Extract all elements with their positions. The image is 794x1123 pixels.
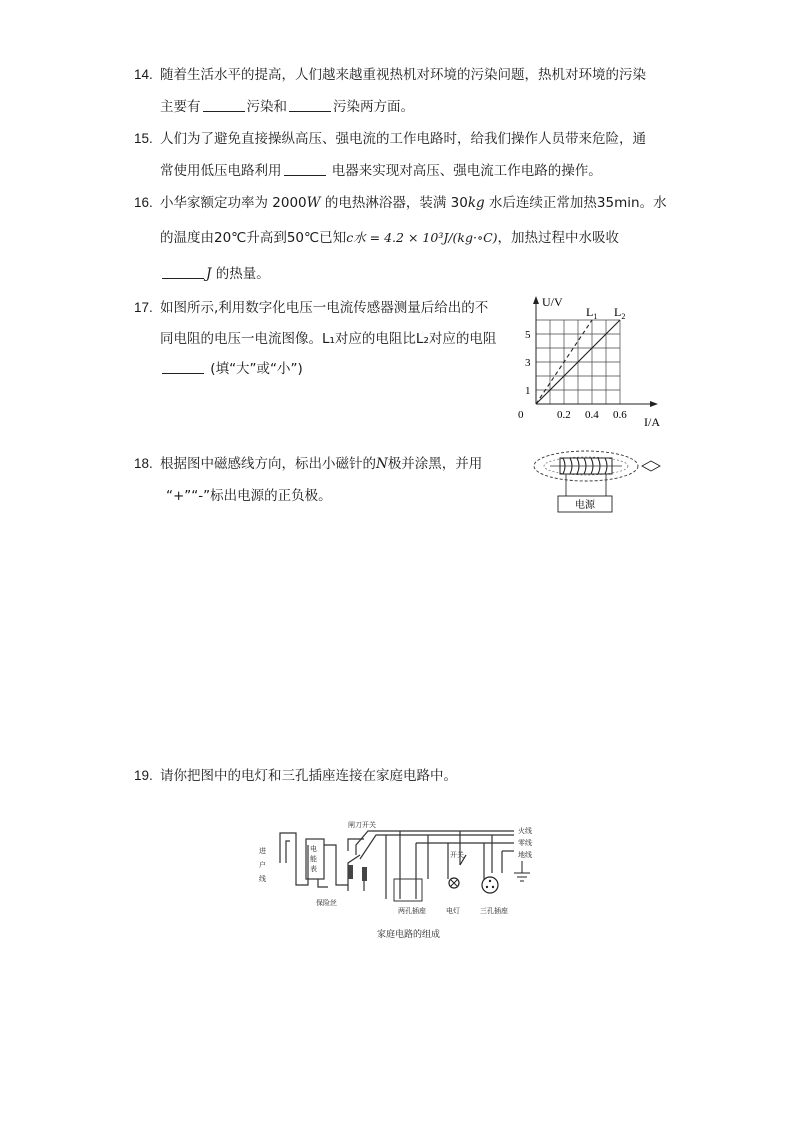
q15-number: 15. bbox=[134, 131, 153, 146]
q15-line1: 人们为了避免直接操纵高压、强电流的工作电路时，给我们操作人员带来危险，通 bbox=[160, 131, 646, 147]
q15-blank-1[interactable] bbox=[284, 161, 326, 176]
label-neutral-wire: 零线 bbox=[518, 839, 532, 847]
q14-blank-1[interactable] bbox=[203, 97, 245, 112]
q15-text-a: 常使用低压电路利用 bbox=[160, 163, 282, 179]
y-tick-label: 1 bbox=[525, 385, 531, 397]
q16-line3 bbox=[160, 264, 270, 284]
q16-text-d: 的温度由20℃升高到50℃已知 bbox=[160, 230, 347, 246]
series-label-l1: $L_1$ bbox=[586, 305, 598, 321]
label-three-hole-socket: 三孔插座 bbox=[480, 907, 508, 915]
q16-text-a: 小华家额定功率为 2000 bbox=[160, 195, 307, 211]
q16-line2 bbox=[160, 228, 619, 248]
q14-text-a: 主要有 bbox=[160, 99, 201, 115]
q14-line1: 随着生活水平的提高，人们越来越重视热机对环境的污染问题，热机对环境的污染 bbox=[160, 67, 646, 83]
power-supply-label: 电源 bbox=[575, 500, 595, 511]
x-axis-arrow bbox=[650, 401, 658, 407]
q14-number: 14. bbox=[134, 67, 153, 82]
x-axis-label: I/A bbox=[644, 415, 660, 429]
x-tick-label: 0.2 bbox=[557, 409, 571, 421]
q17-line2: 同电阻的电压一电流图像。L₁对应的电阻比L₂对应的电阻 bbox=[160, 331, 497, 347]
q16-number: 16. bbox=[134, 195, 153, 210]
label-switch: 开关 bbox=[450, 851, 464, 859]
fuse-1-icon bbox=[362, 867, 367, 881]
q17-blank-1[interactable] bbox=[162, 359, 204, 374]
label-meter-1: 电 bbox=[310, 845, 317, 853]
q18-text-a: 根据图中磁感线方向，标出小磁针的 bbox=[160, 456, 376, 472]
q16-unit-w: W bbox=[306, 195, 321, 211]
x-tick-label: 0.4 bbox=[585, 409, 599, 421]
label-entry-1: 进 bbox=[259, 847, 266, 855]
q14-text-b: 污染和 bbox=[246, 99, 287, 115]
q15-text-b: 电器来实现对高压、强电流工作电路的操作。 bbox=[327, 163, 602, 179]
q18-text-b: 极并涂黑，并用 bbox=[387, 456, 483, 472]
label-main-switch: 闸刀开关 bbox=[348, 821, 376, 829]
q15-line2 bbox=[160, 161, 602, 181]
q19-number: 19. bbox=[134, 768, 153, 783]
y-axis-arrow bbox=[533, 296, 539, 304]
label-meter-2: 能 bbox=[310, 855, 317, 863]
q16-text-b: 的电热淋浴器，装满 30 bbox=[320, 195, 468, 211]
y-axis-label: U/V bbox=[542, 295, 563, 309]
two-hole-socket-icon bbox=[394, 879, 422, 901]
solenoid-figure bbox=[530, 444, 665, 518]
q17-line3 bbox=[160, 359, 303, 379]
series-label-l2: $L_2$ bbox=[614, 305, 626, 321]
q16-unit-j: J bbox=[206, 266, 212, 282]
ground-icon bbox=[514, 861, 530, 881]
label-live-wire: 火线 bbox=[518, 827, 532, 835]
q18-pole-n: N bbox=[376, 456, 388, 472]
uv-chart bbox=[520, 286, 665, 431]
q16-line1 bbox=[160, 193, 667, 213]
label-meter-3: 表 bbox=[310, 865, 317, 873]
label-entry-2: 户 bbox=[259, 861, 266, 869]
fuse-2-icon bbox=[348, 865, 353, 879]
q14-text-c: 污染两方面。 bbox=[333, 99, 414, 115]
x-tick-label: 0 bbox=[518, 409, 524, 421]
q14-blank-2[interactable] bbox=[289, 97, 331, 112]
label-ground-wire: 地线 bbox=[518, 851, 532, 859]
label-two-hole-socket: 两孔插座 bbox=[398, 907, 426, 915]
q16-blank-1[interactable] bbox=[162, 264, 204, 279]
x-tick-label: 0.6 bbox=[613, 409, 627, 421]
q14-line2 bbox=[160, 97, 414, 117]
q17-line1: 如图所示,利用数字化电压一电流传感器测量后给出的不 bbox=[160, 300, 489, 316]
q17-number: 17. bbox=[134, 300, 153, 315]
q16-text-c: 水后连续正常加热35min。水 bbox=[484, 195, 667, 211]
label-entry-3: 线 bbox=[259, 875, 266, 883]
household-circuit-diagram bbox=[252, 815, 542, 941]
diagram-caption: 家庭电路的组成 bbox=[377, 930, 441, 940]
q16-text-e: ，加热过程中水吸收 bbox=[497, 230, 620, 246]
q18-line2: “+”“-”标出电源的正负极。 bbox=[166, 488, 332, 504]
q19-line1: 请你把图中的电灯和三孔插座连接在家庭电路中。 bbox=[160, 768, 457, 784]
label-lamp: 电灯 bbox=[446, 907, 460, 915]
q18-line1 bbox=[160, 454, 482, 474]
q18-number: 18. bbox=[134, 456, 153, 471]
compass-needle-icon[interactable] bbox=[642, 461, 660, 471]
q16-text-f: 的热量。 bbox=[211, 266, 270, 282]
q17-text-c: (填“大”或“小”) bbox=[210, 361, 303, 377]
q16-formula: c水 = 4.2 × 10³J/(kg·∘C) bbox=[346, 230, 498, 245]
y-tick-label: 5 bbox=[525, 329, 531, 341]
label-fuse: 保险丝 bbox=[316, 899, 337, 907]
q16-unit-kg: kg bbox=[467, 195, 485, 211]
three-hole-socket-icon bbox=[482, 877, 498, 893]
y-tick-label: 3 bbox=[525, 357, 531, 369]
